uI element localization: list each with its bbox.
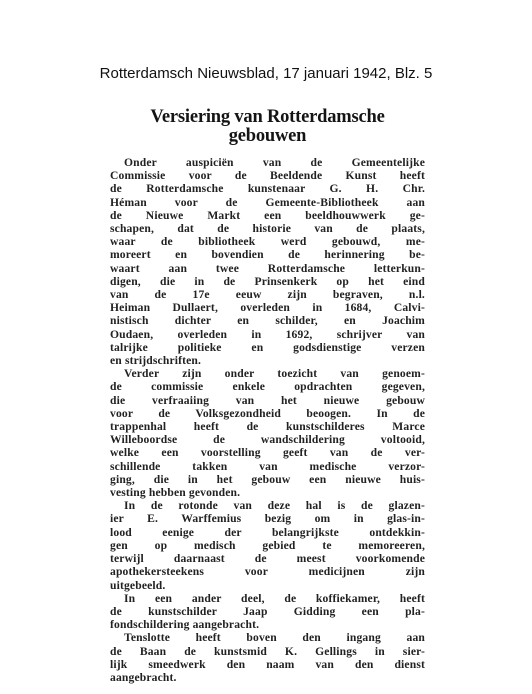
article-line: aangebracht.	[110, 670, 177, 684]
article-line: voor de Volksgezondheid beoogen. In de	[110, 406, 425, 420]
article-line: gen op medisch gebied te memoreeren,	[110, 538, 425, 552]
article-paragraph	[110, 592, 425, 632]
article-line: de kunstschilder Jaap Gidding een pla-	[110, 604, 425, 618]
article-line: Onder auspiciën van de Gemeentelijke	[124, 156, 425, 169]
source-citation: Rotterdamsch Nieuwsblad, 17 januari 1942, Blz. 5	[99, 65, 433, 82]
article-line: lijk smeedwerk den naam van den dienst	[110, 657, 425, 671]
article-headline	[110, 108, 425, 146]
article-line: Verder zijn onder toezicht van genoem-	[124, 367, 425, 381]
article-line: apothekersteekens voor medicijnen zijn	[110, 565, 425, 579]
article-line: lood eenige der belangrijkste ontdekkin-	[110, 525, 425, 539]
article-line: nistisch dichter en schilder, en Joachim	[110, 314, 425, 328]
article-line: talrijke politieke en godsdienstige verzen	[110, 340, 425, 354]
article-line: de Baan de kunstsmid K. Gellings in sier-	[110, 644, 425, 658]
article-line: de Nieuwe Markt een beeldhouwwerk ge-	[110, 208, 425, 222]
article-line: schillende takken van medische verzor-	[110, 459, 425, 473]
article-line: ier E. Warffemius bezig om in glas-in-	[110, 512, 425, 526]
article-line: waar de bibliotheek werd gebouwd, me-	[110, 235, 425, 249]
article-paragraph	[110, 499, 425, 591]
article-line: Commissie voor de Beeldende Kunst heeft	[110, 169, 425, 183]
article-line: terwijl daarnaast de meest voorkomende	[110, 552, 425, 566]
article-line: vesting hebben gevonden.	[110, 486, 241, 500]
newspaper-clipping	[110, 108, 425, 684]
article-line: Willeboordse de wandschildering voltooid,	[110, 433, 425, 447]
article-line: moreert en bovendien de herinnering be-	[110, 248, 425, 262]
article-line: Héman voor de Gemeente-Bibliotheek aan	[110, 195, 425, 209]
article-line: Tenslotte heeft boven den ingang aan	[124, 631, 425, 645]
article-line: van de 17e eeuw zijn begraven, n.l.	[110, 288, 425, 302]
article-paragraph	[110, 631, 425, 684]
article-line: de Rotterdamsche kunstenaar G. H. Chr.	[110, 182, 425, 196]
article-line: die verfraaiing van het nieuwe gebouw	[110, 393, 425, 407]
headline-line-1: Versiering van Rotterdamsche	[150, 107, 385, 127]
article-line: welke een voorstelling geeft van de ver-	[110, 446, 425, 460]
article-line: In de rotonde van deze hal is de glazen-	[124, 499, 425, 513]
article-line: de commissie enkele opdrachten gegeven,	[110, 380, 425, 394]
article-line: Heiman Dullaert, overleden in 1684, Calvi-	[110, 301, 425, 315]
article-line: schapen, dat de historie van de plaats,	[110, 222, 425, 236]
article-line: en strijdschriften.	[110, 354, 202, 368]
article-line: Oudaen, overleden in 1692, schrijver van	[110, 327, 425, 341]
article-paragraph	[110, 367, 425, 499]
article-line: digen, die in de Prinsenkerk op het eind	[110, 274, 425, 288]
article-line: trappenhal heeft de kunstschilderes Marce	[110, 420, 425, 434]
article-line: fondschildering aangebracht.	[110, 618, 260, 632]
article-paragraph	[110, 156, 425, 367]
article-line: In een ander deel, de koffiekamer, heeft	[124, 591, 425, 605]
headline-line-2: gebouwen	[228, 126, 307, 146]
article-line: uitgebeeld.	[110, 578, 166, 592]
article-line: ging, die in het gebouw een nieuwe huis-	[110, 472, 425, 486]
article-line: waart aan twee Rotterdamsche letterkun-	[110, 261, 425, 275]
article-body	[110, 156, 425, 684]
